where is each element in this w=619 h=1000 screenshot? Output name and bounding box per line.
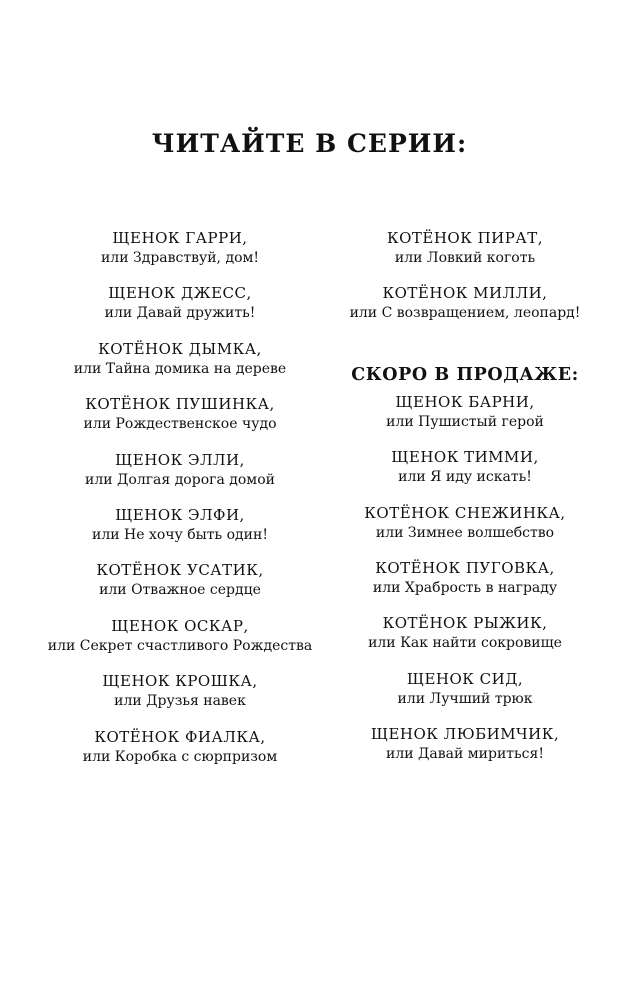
book-subtitle: или Как найти сокровище bbox=[368, 635, 562, 652]
book-subtitle: или С возвращением, леопард! bbox=[349, 305, 581, 322]
book-entry bbox=[30, 559, 330, 614]
book-title: КОТЁНОК ПУШИНКА, bbox=[85, 395, 275, 414]
series-list-right bbox=[320, 227, 610, 779]
page-title: ЧИТАЙТЕ В СЕРИИ: bbox=[151, 129, 468, 158]
book-subtitle: или Секрет счастливого Рождества bbox=[47, 637, 313, 654]
book-title: ЩЕНОК ЛЮБИМЧИК, bbox=[370, 725, 560, 744]
book-entry bbox=[30, 670, 330, 725]
book-title: ЩЕНОК СИД, bbox=[406, 669, 524, 688]
book-subtitle: или Лучший трюк bbox=[397, 690, 533, 707]
book-subtitle: или Коробка с сюрпризом bbox=[82, 748, 278, 765]
book-title: ЩЕНОК ЭЛЛИ, bbox=[115, 450, 245, 469]
book-entry bbox=[320, 391, 610, 446]
book-subtitle: или Храбрость в награду bbox=[372, 579, 558, 596]
book-subtitle: или Долгая дорога домой bbox=[85, 471, 275, 488]
series-list-left bbox=[30, 227, 330, 781]
book-subtitle: или Зимнее волшебство bbox=[375, 524, 555, 541]
book-title: КОТЁНОК ФИАЛКА, bbox=[94, 727, 266, 746]
book-subtitle: или Ловкий коготь bbox=[394, 250, 536, 266]
book-title: ЩЕНОК ОСКАР, bbox=[111, 616, 249, 635]
book-entry bbox=[320, 227, 610, 282]
book-entry bbox=[320, 502, 610, 557]
book-entry bbox=[30, 338, 330, 393]
book-subtitle: или Рождественское чудо bbox=[83, 416, 277, 433]
book-entry bbox=[320, 668, 610, 723]
book-subtitle: или Не хочу быть один! bbox=[92, 526, 268, 543]
book-subtitle: или Тайна домика на дереве bbox=[73, 360, 287, 377]
book-entry bbox=[320, 557, 610, 612]
book-entry bbox=[30, 227, 330, 282]
book-title: ЩЕНОК ДЖЕСС, bbox=[108, 284, 252, 303]
book-title: КОТЁНОК ДЫМКА, bbox=[98, 339, 262, 358]
book-title: КОТЁНОК ПУГОВКА, bbox=[375, 558, 555, 577]
book-title: ЩЕНОК ГАРРИ, bbox=[112, 229, 248, 247]
book-subtitle: или Давай мириться! bbox=[386, 746, 544, 763]
book-entry bbox=[30, 449, 330, 504]
book-subtitle: или Давай дружить! bbox=[104, 305, 256, 322]
book-entry bbox=[320, 446, 610, 501]
book-entry bbox=[30, 615, 330, 670]
book-entry bbox=[30, 504, 330, 559]
book-entry bbox=[320, 282, 610, 337]
book-entry bbox=[320, 612, 610, 667]
book-subtitle: или Здравствуй, дом! bbox=[100, 250, 260, 266]
book-title: КОТЁНОК МИЛЛИ, bbox=[382, 284, 548, 303]
book-title: ЩЕНОК ЭЛФИ, bbox=[115, 505, 245, 524]
book-title: КОТЁНОК РЫЖИК, bbox=[382, 614, 548, 633]
book-entry bbox=[30, 726, 330, 781]
book-entry bbox=[320, 723, 610, 778]
book-subtitle: или Пушистый герой bbox=[386, 413, 544, 430]
book-title: ЩЕНОК ТИММИ, bbox=[391, 448, 539, 467]
book-title: ЩЕНОК КРОШКА, bbox=[102, 672, 258, 691]
book-entry bbox=[30, 393, 330, 448]
coming-soon-heading: СКОРО В ПРОДАЖЕ: bbox=[351, 364, 579, 385]
book-title: КОТЁНОК СНЕЖИНКА, bbox=[364, 503, 566, 522]
book-title: КОТЁНОК УСАТИК, bbox=[96, 561, 264, 580]
book-entry bbox=[30, 282, 330, 337]
book-subtitle: или Друзья навек bbox=[114, 693, 246, 710]
book-subtitle: или Отважное сердце bbox=[99, 582, 261, 599]
book-title: ЩЕНОК БАРНИ, bbox=[395, 392, 535, 411]
book-subtitle: или Я иду искать! bbox=[398, 469, 532, 486]
book-title: КОТЁНОК ПИРАТ, bbox=[386, 229, 543, 247]
